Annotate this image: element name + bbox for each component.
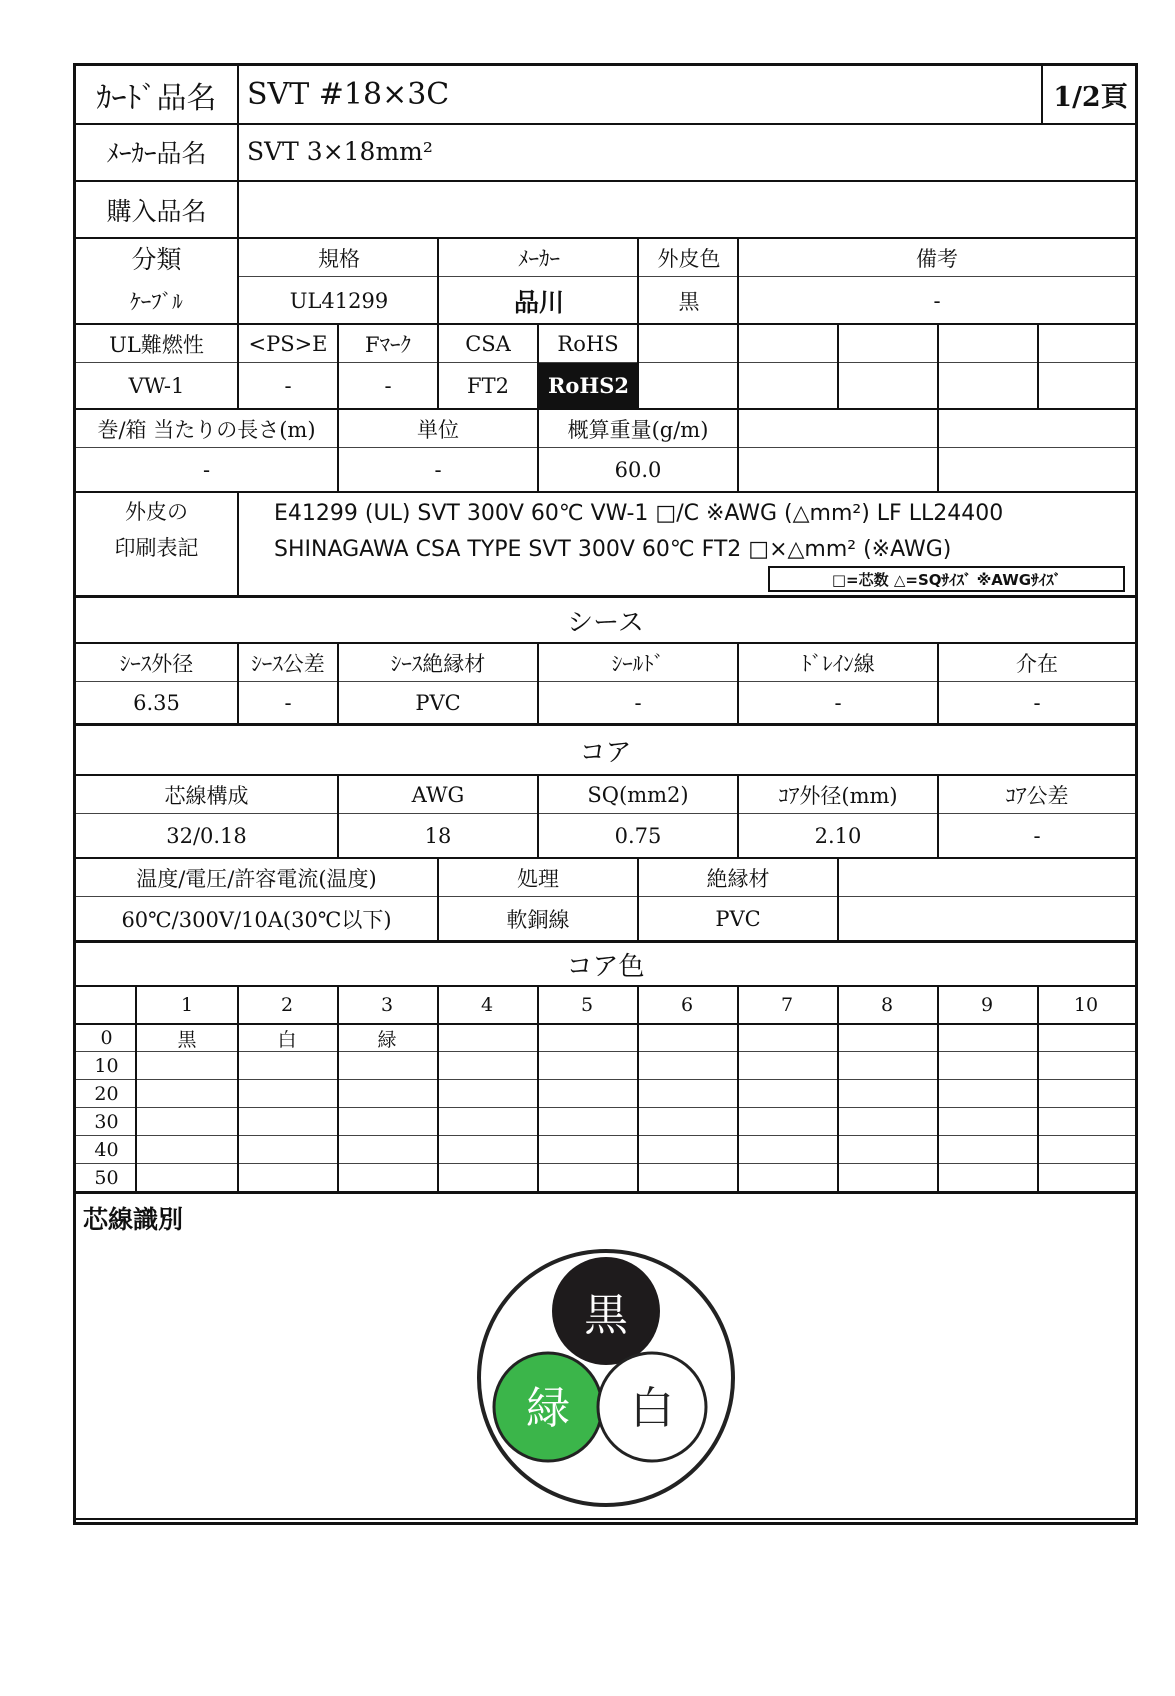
core-tolerance-value: - [1033, 824, 1041, 848]
drain-wire-header: ﾄﾞﾚｲﾝ線 [801, 651, 875, 676]
csa-value: FT2 [467, 374, 509, 398]
flame-rating-value: VW-1 [128, 374, 185, 398]
print-text-line2: SHINAGAWA CSA TYPE SVT 300V 60℃ FT2 □×△mm² (※AWG) [274, 536, 952, 562]
purchase-name-label: 購入品名 [106, 196, 207, 226]
rating-value: 60℃/300V/10A(30℃以下) [121, 908, 392, 932]
treatment-value: 軟銅線 [506, 908, 570, 932]
page-number: 1/2頁 [1053, 82, 1128, 113]
standard-header: 規格 [318, 246, 360, 271]
sq-header: SQ(mm2) [587, 782, 689, 807]
rating-header: 温度/電圧/許容電流(温度) [136, 866, 377, 891]
color-col-9: 9 [980, 994, 994, 1016]
awg-value: 18 [424, 824, 452, 848]
length-per-reel-value: - [202, 458, 211, 482]
f-mark-value: - [384, 374, 392, 398]
color-col-5: 5 [580, 994, 594, 1016]
color-row-50: 50 [94, 1167, 119, 1189]
f-mark-header: Fﾏｰｸ [364, 332, 412, 357]
color-row-20: 20 [94, 1083, 119, 1105]
category-value: ｹｰﾌﾞﾙ [130, 289, 183, 314]
color-col-8: 8 [880, 994, 894, 1016]
color-row-10: 10 [94, 1055, 119, 1077]
pse-value: - [284, 374, 292, 398]
shield-value: - [634, 691, 642, 715]
core-color-3: 緑 [377, 1028, 397, 1051]
core-color-1: 黒 [177, 1028, 197, 1051]
weight-header: 概算重量(g/m) [567, 417, 709, 442]
color-row-0: 0 [100, 1027, 113, 1049]
print-label-line2: 印刷表記 [114, 536, 199, 560]
core-green-label: 緑 [526, 1383, 570, 1434]
color-col-2: 2 [280, 994, 294, 1016]
sheath-material-header: ｼｰｽ絶縁材 [390, 651, 486, 676]
conductor-construction-value: 32/0.18 [166, 824, 247, 848]
sheath-od-header: ｼｰｽ外径 [119, 651, 194, 676]
color-col-4: 4 [480, 994, 494, 1016]
print-label-line1: 外皮の [125, 500, 188, 524]
treatment-header: 処理 [517, 866, 559, 891]
core-tolerance-header: ｺｱ公差 [1005, 783, 1069, 808]
card-name-value: SVT #18×3C [247, 77, 450, 112]
csa-header: CSA [465, 331, 511, 356]
core-identification-title: 芯線識別 [83, 1205, 184, 1234]
color-row-30: 30 [94, 1111, 119, 1133]
drain-wire-value: - [834, 691, 842, 715]
core-od-value: 2.10 [814, 824, 862, 848]
purchase-name-value [241, 182, 1121, 237]
sheath-tolerance-header: ｼｰｽ公差 [251, 651, 325, 676]
core-section-title: コア [579, 737, 632, 768]
color-col-1: 1 [180, 994, 194, 1016]
card-name-label: ｶｰﾄﾞ品名 [96, 80, 217, 116]
unit-header: 単位 [417, 417, 459, 442]
filler-header: 介在 [1016, 651, 1058, 676]
insulation-header: 絶縁材 [706, 866, 770, 891]
maker-value: 品川 [513, 287, 564, 317]
insulation-value: PVC [715, 907, 761, 931]
print-legend: □=芯数 △=SQｻｲｽﾞ ※AWGｻｲｽﾞ [768, 566, 1125, 592]
rohs-value: RoHS2 [539, 363, 638, 408]
awg-header: AWG [411, 782, 465, 807]
core-od-header: ｺｱ外径(mm) [778, 783, 898, 808]
color-col-10: 10 [1073, 994, 1099, 1016]
sq-value: 0.75 [614, 824, 662, 848]
standard-value: UL41299 [289, 288, 389, 313]
color-row-40: 40 [94, 1139, 119, 1161]
print-text-line1: E41299 (UL) SVT 300V 60℃ VW-1 □/C ※AWG (△mm²) LF LL24400 [274, 500, 1004, 526]
sheath-section-title: シース [567, 607, 644, 638]
pse-header: <PS>E [248, 331, 328, 356]
sheath-material-value: PVC [415, 691, 461, 715]
flame-rating-header: UL難燃性 [109, 332, 204, 357]
color-col-3: 3 [380, 994, 394, 1016]
maker-name-value: SVT 3×18mm² [247, 137, 433, 166]
shield-header: ｼｰﾙﾄﾞ [611, 651, 665, 676]
color-col-7: 7 [780, 994, 794, 1016]
filler-value: - [1033, 691, 1041, 715]
conductor-construction-header: 芯線構成 [164, 783, 249, 808]
core-color-2: 白 [277, 1028, 297, 1051]
sheath-tolerance-value: - [284, 691, 292, 715]
core-white-label: 白 [630, 1383, 674, 1434]
spec-sheet [73, 63, 1138, 1525]
color-col-6: 6 [680, 994, 694, 1016]
category-header: 分類 [131, 244, 182, 274]
sheath-od-value: 6.35 [133, 691, 180, 715]
length-per-reel-header: 巻/箱 当たりの長さ(m) [97, 417, 316, 442]
jacket-color-header: 外皮色 [657, 246, 721, 271]
weight-value: 60.0 [614, 458, 662, 482]
maker-header: ﾒｰｶｰ [518, 246, 560, 271]
core-black-label: 黒 [584, 1290, 628, 1341]
jacket-color-value: 黒 [678, 289, 700, 314]
core-color-section-title: コア色 [566, 951, 645, 982]
core-arrangement-diagram [466, 1246, 746, 1516]
maker-name-label: ﾒｰｶｰ品名 [106, 138, 207, 168]
rohs-header: RoHS [557, 331, 619, 356]
unit-value: - [434, 458, 442, 482]
remarks-value: - [933, 288, 941, 313]
remarks-header: 備考 [916, 246, 958, 271]
